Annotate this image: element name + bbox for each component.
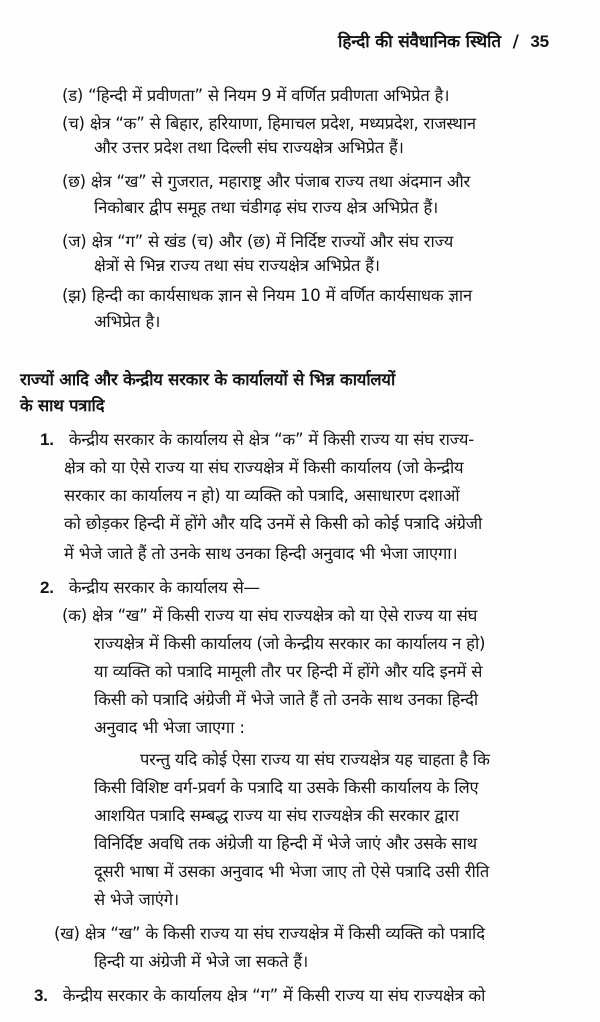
definition-ch-line-2 (94, 136, 404, 160)
clause-marker: (क) (62, 606, 87, 625)
definition-marker: (ज) (62, 232, 87, 251)
definition-ch-line-1 (62, 112, 476, 136)
clause-kha-line-2 (94, 950, 308, 974)
proviso-line-3 (94, 804, 459, 828)
definition-text: निकोबार द्वीप समूह तथा चंडीगढ़ संघ राज्य क्षेत्र अभिप्रेत हैं। (94, 198, 439, 217)
clause-text: अनुवाद भी भेजा जाएगा : (94, 718, 245, 737)
proviso-line-6 (94, 888, 179, 912)
clause-text: क्षेत्र “ख” में किसी राज्य या संघ राज्यक्षेत्र को या ऐसे राज्य या संघ (92, 606, 478, 625)
rule-number: 3. (34, 986, 48, 1005)
running-head-title: हिन्दी की संवैधानिक स्थिति (338, 32, 501, 52)
clause-marker: (ख) (54, 924, 80, 943)
page-number: 35 (530, 32, 549, 51)
definition-chh-line-2 (94, 196, 438, 220)
running-head-separator: / (512, 32, 519, 52)
definition-jh-line-1 (62, 284, 472, 308)
rule-1-line-3 (64, 484, 459, 508)
definition-j-line-2 (94, 254, 380, 278)
rule-3-line-1 (34, 984, 485, 1008)
definition-chh-line-1 (62, 170, 470, 194)
rule-text: में भेजे जाते हैं तो उनके साथ उनका हिन्दी अनुवाद भी भेजा जाएगा। (64, 544, 458, 563)
definition-text: और उत्तर प्रदेश तथा दिल्ली संघ राज्यक्षेत्र अभिप्रेत हैं। (94, 138, 404, 157)
clause-text: हिन्दी या अंग्रेजी में भेजे जा सकते हैं। (94, 952, 309, 971)
definition-text: अभिप्रेत है। (94, 312, 161, 331)
definition-jh-line-2 (94, 310, 160, 334)
proviso-text: परन्तु यदि कोई ऐसा राज्य या संघ राज्यक्षेत्र यह चाहता है कि (140, 750, 490, 769)
rule-text: केन्द्रीय सरकार के कार्यालय से क्षेत्र “क” में किसी राज्य या संघ राज्य- (68, 430, 475, 449)
definition-marker: (छ) (62, 172, 86, 191)
rule-number: 2. (40, 578, 54, 597)
rule-1-line-4 (64, 512, 482, 536)
clause-ka-line-4 (94, 688, 478, 712)
running-head (338, 30, 549, 54)
rule-1-line-1 (40, 428, 474, 452)
rule-text: केन्द्रीय सरकार के कार्यालय क्षेत्र “ग” में किसी राज्य या संघ राज्यक्षेत्र को (62, 986, 486, 1005)
definition-j-line-1 (62, 230, 453, 254)
proviso-text: से भेजे जाएंगे। (94, 890, 179, 909)
definition-d-line-1 (62, 84, 449, 108)
proviso-line-5 (94, 860, 489, 884)
definition-text: क्षेत्र “ग” से खंड (च) और (छ) में निर्दिष्ट राज्यों और संघ राज्य (91, 232, 454, 251)
clause-ka-line-2 (94, 632, 485, 656)
proviso-line-2 (94, 776, 478, 800)
section-heading-line-2: के साथ पत्रादि (20, 396, 105, 415)
rule-text: केन्द्रीय सरकार के कार्यालय से— (68, 578, 260, 597)
definition-text: “हिन्दी में प्रवीणता” से नियम 9 में वर्णित प्रवीणता अभिप्रेत है। (88, 86, 450, 105)
definition-text: क्षेत्र “क” से बिहार, हरियाणा, हिमाचल प्रदेश, मध्यप्रदेश, राजस्थान (89, 114, 476, 133)
proviso-text: आशयित पत्रादि सम्बद्ध राज्य या संघ राज्यक्षेत्र की सरकार द्वारा (94, 806, 459, 825)
clause-ka-line-1 (62, 604, 477, 628)
definition-text: क्षेत्रों से भिन्न राज्य तथा संघ राज्यक्षेत्र अभिप्रेत हैं। (94, 256, 380, 275)
clause-ka-line-3 (94, 660, 482, 684)
rule-2-line-1 (40, 576, 260, 600)
clause-text: किसी को पत्रादि अंग्रेजी में भेजे जाते हैं तो उनके साथ उनका हिन्दी (94, 690, 478, 709)
definition-marker: (ड) (62, 86, 84, 105)
definition-marker: (च) (62, 114, 85, 133)
definition-text: हिन्दी का कार्यसाधक ज्ञान से नियम 10 में वर्णित कार्यसाधक ज्ञान (91, 286, 472, 305)
definition-marker: (झ) (62, 286, 87, 305)
rule-text: को छोड़कर हिन्दी में होंगे और यदि उनमें से किसी को कोई पत्रादि अंग्रेजी (64, 514, 483, 533)
clause-ka-line-5 (94, 716, 245, 740)
clause-text: या व्यक्ति को पत्रादि मामूली तौर पर हिन्दी में होंगे और यदि इनमें से (94, 662, 483, 681)
proviso-text: विनिर्दिष्ट अवधि तक अंग्रेजी या हिन्दी में भेजे जाएं और उसके साथ (94, 834, 477, 853)
rule-1-line-5 (64, 542, 457, 566)
section-heading-line-1: राज्यों आदि और केन्द्रीय सरकार के कार्यालयों से भिन्न कार्यालयों (20, 370, 396, 389)
clause-text: राज्यक्षेत्र में किसी कार्यालय (जो केन्द्रीय सरकार का कार्यालय न हो) (94, 634, 486, 653)
proviso-line-1 (140, 748, 490, 772)
definition-text: क्षेत्र “ख” से गुजरात, महाराष्ट्र और पंजाब राज्य तथा अंदमान और (90, 172, 471, 191)
proviso-text: दूसरी भाषा में उसका अनुवाद भी भेजा जाए तो ऐसे पत्रादि उसी रीति (94, 862, 490, 881)
clause-text: क्षेत्र “ख” के किसी राज्य या संघ राज्यक्षेत्र में किसी व्यक्ति को पत्रादि (84, 924, 485, 943)
rule-number: 1. (40, 430, 54, 449)
proviso-text: किसी विशिष्ट वर्ग-प्रवर्ग के पत्रादि या उसके किसी कार्यालय के लिए (94, 778, 479, 797)
clause-kha-line-1 (54, 922, 485, 946)
rule-1-line-2 (64, 456, 463, 480)
rule-text: क्षेत्र को या ऐसे राज्य या संघ राज्यक्षेत्र में किसी कार्यालय (जो केन्द्रीय (64, 458, 464, 477)
rule-text: सरकार का कार्यालय न हो) या व्यक्ति को पत्रादि, असाधारण दशाओं (64, 486, 460, 505)
proviso-line-4 (94, 832, 477, 856)
